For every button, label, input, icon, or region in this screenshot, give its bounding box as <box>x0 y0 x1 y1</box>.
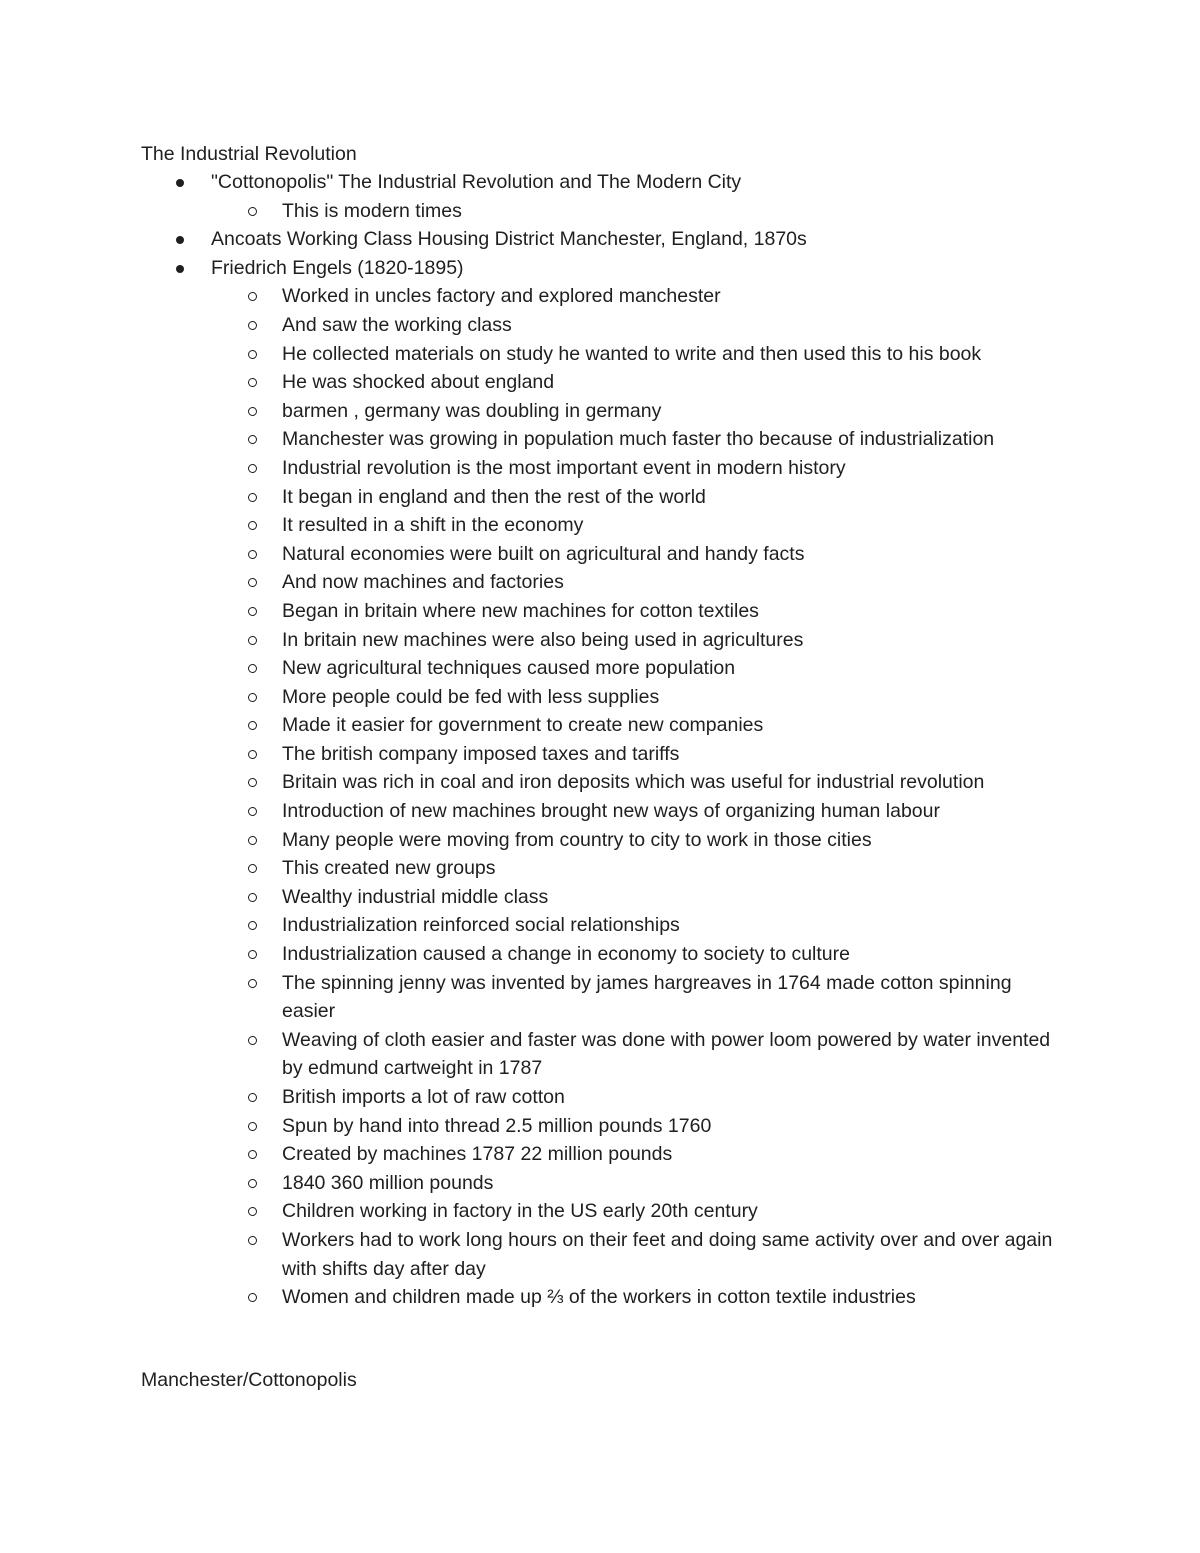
document-title: The Industrial Revolution <box>141 143 357 165</box>
sub-list-item <box>0 683 1200 712</box>
sub-bullet-text: He was shocked about england <box>282 371 555 394</box>
sub-bullet-text: This created new groups <box>282 857 496 880</box>
list-item <box>0 254 1200 1312</box>
main-bullet-list <box>0 168 1200 1312</box>
sub-bullet-text: The british company imposed taxes and tariffs <box>282 742 680 765</box>
sub-bullet-text: British imports a lot of raw cotton <box>282 1086 565 1108</box>
sub-bullet-text: It resulted in a shift in the economy <box>282 514 584 537</box>
sub-bullet-text: Weaving of cloth easier and faster was done with power loom powered by water invented by edmund cartweight in 1787 <box>282 1028 1051 1080</box>
sub-list-item <box>0 1083 1200 1112</box>
sub-bullet-text: Industrial revolution is the most important event in modern history <box>282 456 846 479</box>
hollow-bullet-icon <box>248 1293 257 1302</box>
sub-list-item <box>0 483 1200 512</box>
hollow-bullet-icon <box>248 693 257 702</box>
sub-bullet-text: In britain new machines were also being used in agricultures <box>282 628 804 651</box>
sub-bullet-text: Made it easier for government to create new companies <box>282 714 764 737</box>
sub-list-item <box>0 740 1200 769</box>
hollow-bullet-icon <box>248 664 257 673</box>
bullet-text: Friedrich Engels (1820-1895) <box>211 256 464 279</box>
sub-bullet-text: Britain was rich in coal and iron deposits which was useful for industrial revolution <box>282 771 985 794</box>
hollow-bullet-icon <box>248 750 257 759</box>
hollow-bullet-icon <box>248 1036 257 1045</box>
filled-bullet-icon <box>176 236 184 244</box>
hollow-bullet-icon <box>248 950 257 959</box>
sub-list-item <box>0 1026 1200 1083</box>
sub-list-item <box>0 568 1200 597</box>
sub-list-item <box>0 368 1200 397</box>
sub-bullet-text: Began in britain where new machines for cotton textiles <box>282 599 759 622</box>
hollow-bullet-icon <box>248 1150 257 1159</box>
sub-list-item <box>0 511 1200 540</box>
hollow-bullet-icon <box>248 1236 257 1245</box>
sub-list-item <box>0 826 1200 855</box>
list-item <box>0 225 1200 254</box>
sub-bullet-text: This is modern times <box>282 199 462 222</box>
sub-list-item <box>0 797 1200 826</box>
sub-bullet-text: Created by machines 1787 22 million pounds <box>282 1143 673 1166</box>
hollow-bullet-icon <box>248 607 257 616</box>
sub-list-item <box>0 969 1200 1026</box>
hollow-bullet-icon <box>248 550 257 559</box>
sub-bullet-text: 1840 360 million pounds <box>282 1171 494 1194</box>
hollow-bullet-icon <box>248 778 257 787</box>
sub-list-item <box>0 1226 1200 1283</box>
sub-list-item <box>0 1197 1200 1226</box>
sub-list-item <box>0 711 1200 740</box>
hollow-bullet-icon <box>248 292 257 301</box>
sub-list-item <box>0 1140 1200 1169</box>
sub-bullet-text: And saw the working class <box>282 313 512 336</box>
hollow-bullet-icon <box>248 979 257 988</box>
sub-list-item <box>0 626 1200 655</box>
hollow-bullet-icon <box>248 464 257 473</box>
sub-bullet-text: Many people were moving from country to city to work in those cities <box>282 828 872 851</box>
hollow-bullet-icon <box>248 864 257 873</box>
sub-bullet-list <box>211 282 1200 1311</box>
sub-bullet-text: He collected materials on study he wanted to write and then used this to his book <box>282 342 982 365</box>
sub-bullet-text: Industrialization caused a change in economy to society to culture <box>282 943 850 966</box>
sub-list-item <box>0 311 1200 340</box>
hollow-bullet-icon <box>248 1093 257 1102</box>
hollow-bullet-icon <box>248 1179 257 1188</box>
bullet-text: Ancoats Working Class Housing District Manchester, England, 1870s <box>211 228 807 251</box>
sub-bullet-text: The spinning jenny was invented by james hargreaves in 1764 made cotton spinning easier <box>282 971 1012 1023</box>
section-heading: Manchester/Cottonopolis <box>141 1369 357 1391</box>
sub-bullet-text: Wealthy industrial middle class <box>282 885 549 908</box>
sub-list-item <box>0 1169 1200 1198</box>
sub-list-item <box>0 425 1200 454</box>
hollow-bullet-icon <box>248 521 257 530</box>
hollow-bullet-icon <box>248 435 257 444</box>
sub-list-item <box>0 654 1200 683</box>
filled-bullet-icon <box>176 179 184 187</box>
sub-bullet-text: It began in england and then the rest of the world <box>282 485 706 508</box>
sub-list-item <box>0 540 1200 569</box>
hollow-bullet-icon <box>248 1122 257 1131</box>
hollow-bullet-icon <box>248 578 257 587</box>
hollow-bullet-icon <box>248 721 257 730</box>
hollow-bullet-icon <box>248 378 257 387</box>
sub-list-item <box>0 940 1200 969</box>
hollow-bullet-icon <box>248 207 257 216</box>
sub-bullet-text: Spun by hand into thread 2.5 million pounds 1760 <box>282 1114 712 1137</box>
bullet-text: "Cottonopolis" The Industrial Revolution and The Modern City <box>211 171 742 193</box>
sub-list-item <box>0 340 1200 369</box>
sub-bullet-text: And now machines and factories <box>282 571 564 594</box>
list-item <box>0 168 1200 225</box>
sub-list-item <box>0 911 1200 940</box>
sub-list-item <box>0 454 1200 483</box>
sub-bullet-text: Introduction of new machines brought new ways of organizing human labour <box>282 800 940 823</box>
sub-bullet-text: Women and children made up ⅔ of the workers in cotton textile industries <box>282 1286 916 1309</box>
hollow-bullet-icon <box>248 350 257 359</box>
hollow-bullet-icon <box>248 1207 257 1216</box>
hollow-bullet-icon <box>248 893 257 902</box>
hollow-bullet-icon <box>248 836 257 845</box>
sub-list-item <box>0 768 1200 797</box>
sub-list-item <box>0 883 1200 912</box>
sub-bullet-text: New agricultural techniques caused more population <box>282 657 736 680</box>
sub-list-item <box>0 597 1200 626</box>
hollow-bullet-icon <box>248 636 257 645</box>
hollow-bullet-icon <box>248 321 257 330</box>
sub-bullet-text: barmen , germany was doubling in germany <box>282 399 662 422</box>
sub-bullet-list <box>211 197 1200 226</box>
sub-list-item <box>0 1112 1200 1141</box>
sub-bullet-text: Industrialization reinforced social relationships <box>282 914 680 937</box>
filled-bullet-icon <box>176 265 184 273</box>
sub-bullet-text: Natural economies were built on agricultural and handy facts <box>282 542 805 565</box>
sub-bullet-text: More people could be fed with less supplies <box>282 685 660 708</box>
sub-list-item <box>0 1283 1200 1312</box>
sub-list-item <box>0 282 1200 311</box>
sub-list-item <box>0 197 1200 226</box>
sub-bullet-text: Workers had to work long hours on their feet and doing same activity over and over again with shifts day after day <box>282 1228 1053 1280</box>
sub-bullet-text: Children working in factory in the US early 20th century <box>282 1200 758 1223</box>
hollow-bullet-icon <box>248 407 257 416</box>
sub-list-item <box>0 854 1200 883</box>
hollow-bullet-icon <box>248 807 257 816</box>
sub-list-item <box>0 397 1200 426</box>
hollow-bullet-icon <box>248 493 257 502</box>
sub-bullet-text: Worked in uncles factory and explored manchester <box>282 285 721 308</box>
hollow-bullet-icon <box>248 921 257 930</box>
sub-bullet-text: Manchester was growing in population much faster tho because of industrialization <box>282 428 995 451</box>
